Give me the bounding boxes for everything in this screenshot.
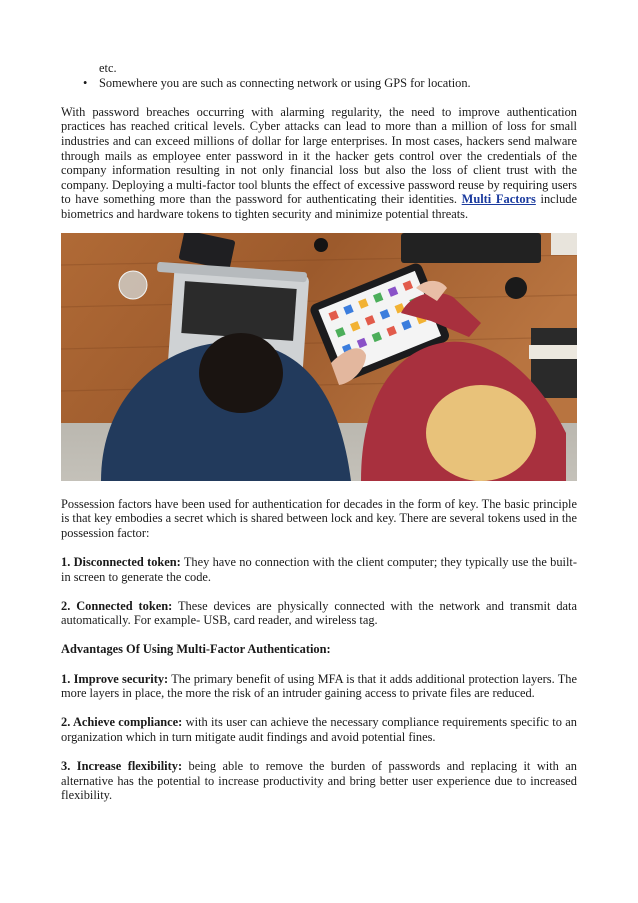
token-title: 1. Disconnected token: <box>61 554 181 569</box>
advantage-text: The primary benefit of using MFA is that it adds additional protection layers. The more layers in place, the more the risk of an intruder gaining access to private files are reduced. <box>61 671 577 701</box>
page-content <box>61 61 577 803</box>
paragraph-breaches <box>61 105 577 222</box>
bullet-item <box>61 76 577 91</box>
paragraph-possession: Possession factors have been used for authentication for decades in the form of key. The basic principle is that key embodies a secret which is shared between lock and key. There are several tokens used in the possession factor: <box>61 496 577 540</box>
advantage-flexibility <box>61 759 577 803</box>
token-title: 2. Connected token: <box>61 598 173 613</box>
token-connected <box>61 599 577 628</box>
token-text: They have no connection with the client computer; they typically use the built-in screen to generate the code. <box>61 554 577 584</box>
advantage-title: 3. Increase flexibility: <box>61 759 183 774</box>
advantage-compliance <box>61 715 577 744</box>
advantage-text: being able to remove the burden of passwords and replacing it with an alternative has the potential to increase productivity and bring better user experience due to increased flexibility. <box>61 759 577 803</box>
paragraph-text: With password breaches occurring with alarming regularity, the need to improve authentication practices has reached critical levels. Cyber attacks can lead to more than a million of loss for small industries and can exceed millions of dollar for large enterprises. In most cases, hackers send malware through mails as employee enter password in it the hacker gets control over the credentials of the company information resulting in not only financial loss but also the loss of client trust with the company. Deploying a multi-factor tool blunts the effect of excessive password reuse by requiring users to have something more than the password for authenticating their identities. <box>61 104 577 207</box>
token-text: These devices are physically connected with the network and transmit data automatically. For example- USB, card reader, and wireless tag. <box>61 598 577 628</box>
advantage-title: 2. Achieve compliance: <box>61 715 183 730</box>
multi-factors-link[interactable]: Multi Factors <box>461 192 536 207</box>
advantage-title: 1. Improve security: <box>61 671 169 686</box>
advantages-heading <box>61 642 577 657</box>
advantage-text: with its user can achieve the necessary compliance requirements specific to an organization which in turn mitigate audit findings and avoid potential fines. <box>61 715 577 745</box>
list-continuation: etc. <box>99 61 117 75</box>
bullet-text: Somewhere you are such as connecting network or using GPS for location. <box>99 75 471 90</box>
bullet-icon: • <box>83 75 88 90</box>
advantage-security <box>61 672 577 701</box>
advantages-heading-text: Advantages Of Using Multi-Factor Authentication: <box>61 642 331 657</box>
bullet-list <box>61 76 577 91</box>
token-disconnected <box>61 555 577 584</box>
photo-people-laptop-tablet <box>61 233 577 481</box>
paragraph-text: include biometrics and hardware tokens to tighten security and minimize potential threats. <box>61 192 577 221</box>
